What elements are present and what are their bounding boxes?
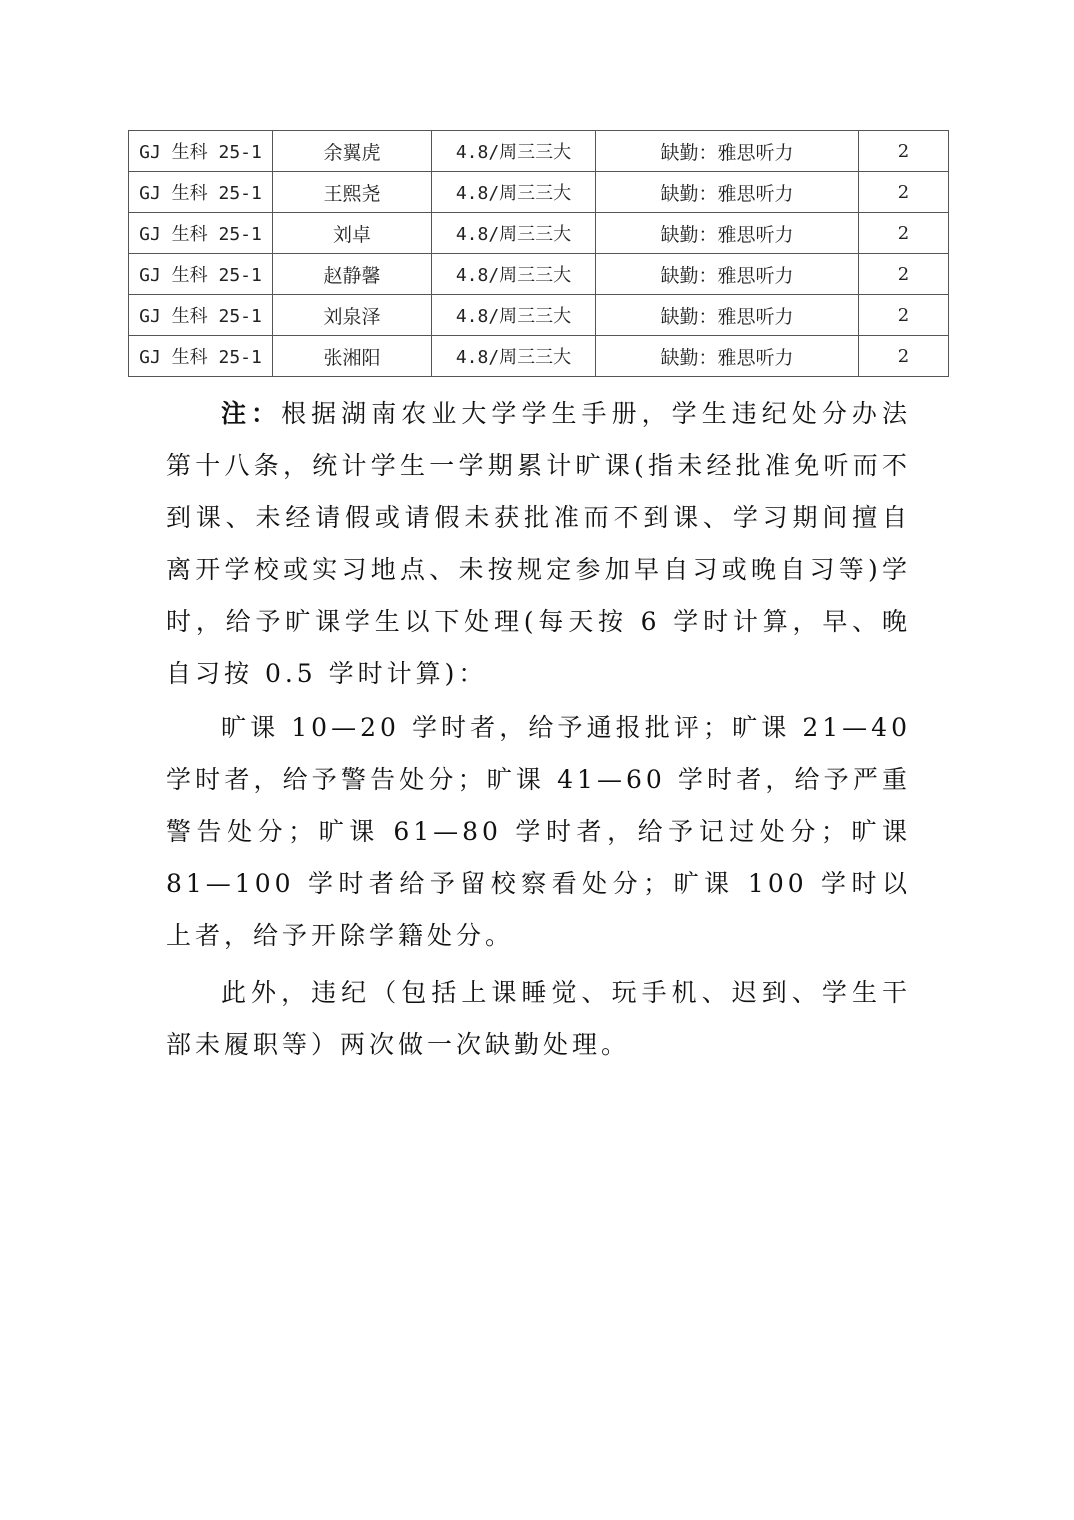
hours-cell: 2	[859, 172, 949, 213]
reason-cell: 缺勤：雅思听力	[596, 336, 859, 377]
class-cell: GJ 生科 25-1	[129, 254, 273, 295]
date-cell: 4.8/周三三大	[432, 172, 596, 213]
date-cell: 4.8/周三三大	[432, 295, 596, 336]
extra-rule-paragraph: 此外，违纪（包括上课睡觉、玩手机、迟到、学生干部未履职等）两次做一次缺勤处理。	[166, 978, 911, 1059]
class-cell: GJ 生科 25-1	[129, 295, 273, 336]
note-label: 注：	[221, 399, 282, 428]
hours-cell: 2	[859, 131, 949, 172]
student-name-cell: 余翼虎	[273, 131, 432, 172]
student-name-cell: 刘泉泽	[273, 295, 432, 336]
student-name-cell: 刘卓	[273, 213, 432, 254]
date-cell: 4.8/周三三大	[432, 213, 596, 254]
reason-cell: 缺勤：雅思听力	[596, 254, 859, 295]
hours-cell: 2	[859, 213, 949, 254]
hours-cell: 2	[859, 336, 949, 377]
class-cell: GJ 生科 25-1	[129, 336, 273, 377]
table-row	[129, 172, 949, 213]
table-row	[129, 295, 949, 336]
student-name-cell: 赵静馨	[273, 254, 432, 295]
note-text: 根据湖南农业大学学生手册，学生违纪处分办法第十八条，统计学生一学期累计旷课(指未经批准免听而不到课、未经请假或请假未获批准而不到课、学习期间擅自离开学校或实习地点、未按规定参加早自习或晚自习等)学时，给予旷课学生以下处理(每天按 6 学时计算，早、晚自习按 0.5 学时计算)：	[166, 399, 911, 688]
table-row	[129, 254, 949, 295]
hours-cell: 2	[859, 295, 949, 336]
hours-cell: 2	[859, 254, 949, 295]
reason-cell: 缺勤：雅思听力	[596, 131, 859, 172]
note-paragraph	[166, 388, 911, 700]
class-cell: GJ 生科 25-1	[129, 131, 273, 172]
absence-record-table	[128, 130, 949, 377]
class-cell: GJ 生科 25-1	[129, 213, 273, 254]
student-name-cell: 张湘阳	[273, 336, 432, 377]
reason-cell: 缺勤：雅思听力	[596, 213, 859, 254]
table-row	[129, 131, 949, 172]
table-row	[129, 336, 949, 377]
student-name-cell: 王熙尧	[273, 172, 432, 213]
date-cell: 4.8/周三三大	[432, 336, 596, 377]
date-cell: 4.8/周三三大	[432, 131, 596, 172]
reason-cell: 缺勤：雅思听力	[596, 295, 859, 336]
table-row	[129, 213, 949, 254]
date-cell: 4.8/周三三大	[432, 254, 596, 295]
class-cell: GJ 生科 25-1	[129, 172, 273, 213]
reason-cell: 缺勤：雅思听力	[596, 172, 859, 213]
truancy-rules-paragraph: 旷课 10—20 学时者，给予通报批评；旷课 21—40 学时者，给予警告处分；旷课 41—60 学时者，给予严重警告处分；旷课 61—80 学时者，给予记过处分；旷课 81—100 学时者给予留校察看处分；旷课 100 学时以上者，给予开除学籍处分。	[166, 713, 911, 950]
